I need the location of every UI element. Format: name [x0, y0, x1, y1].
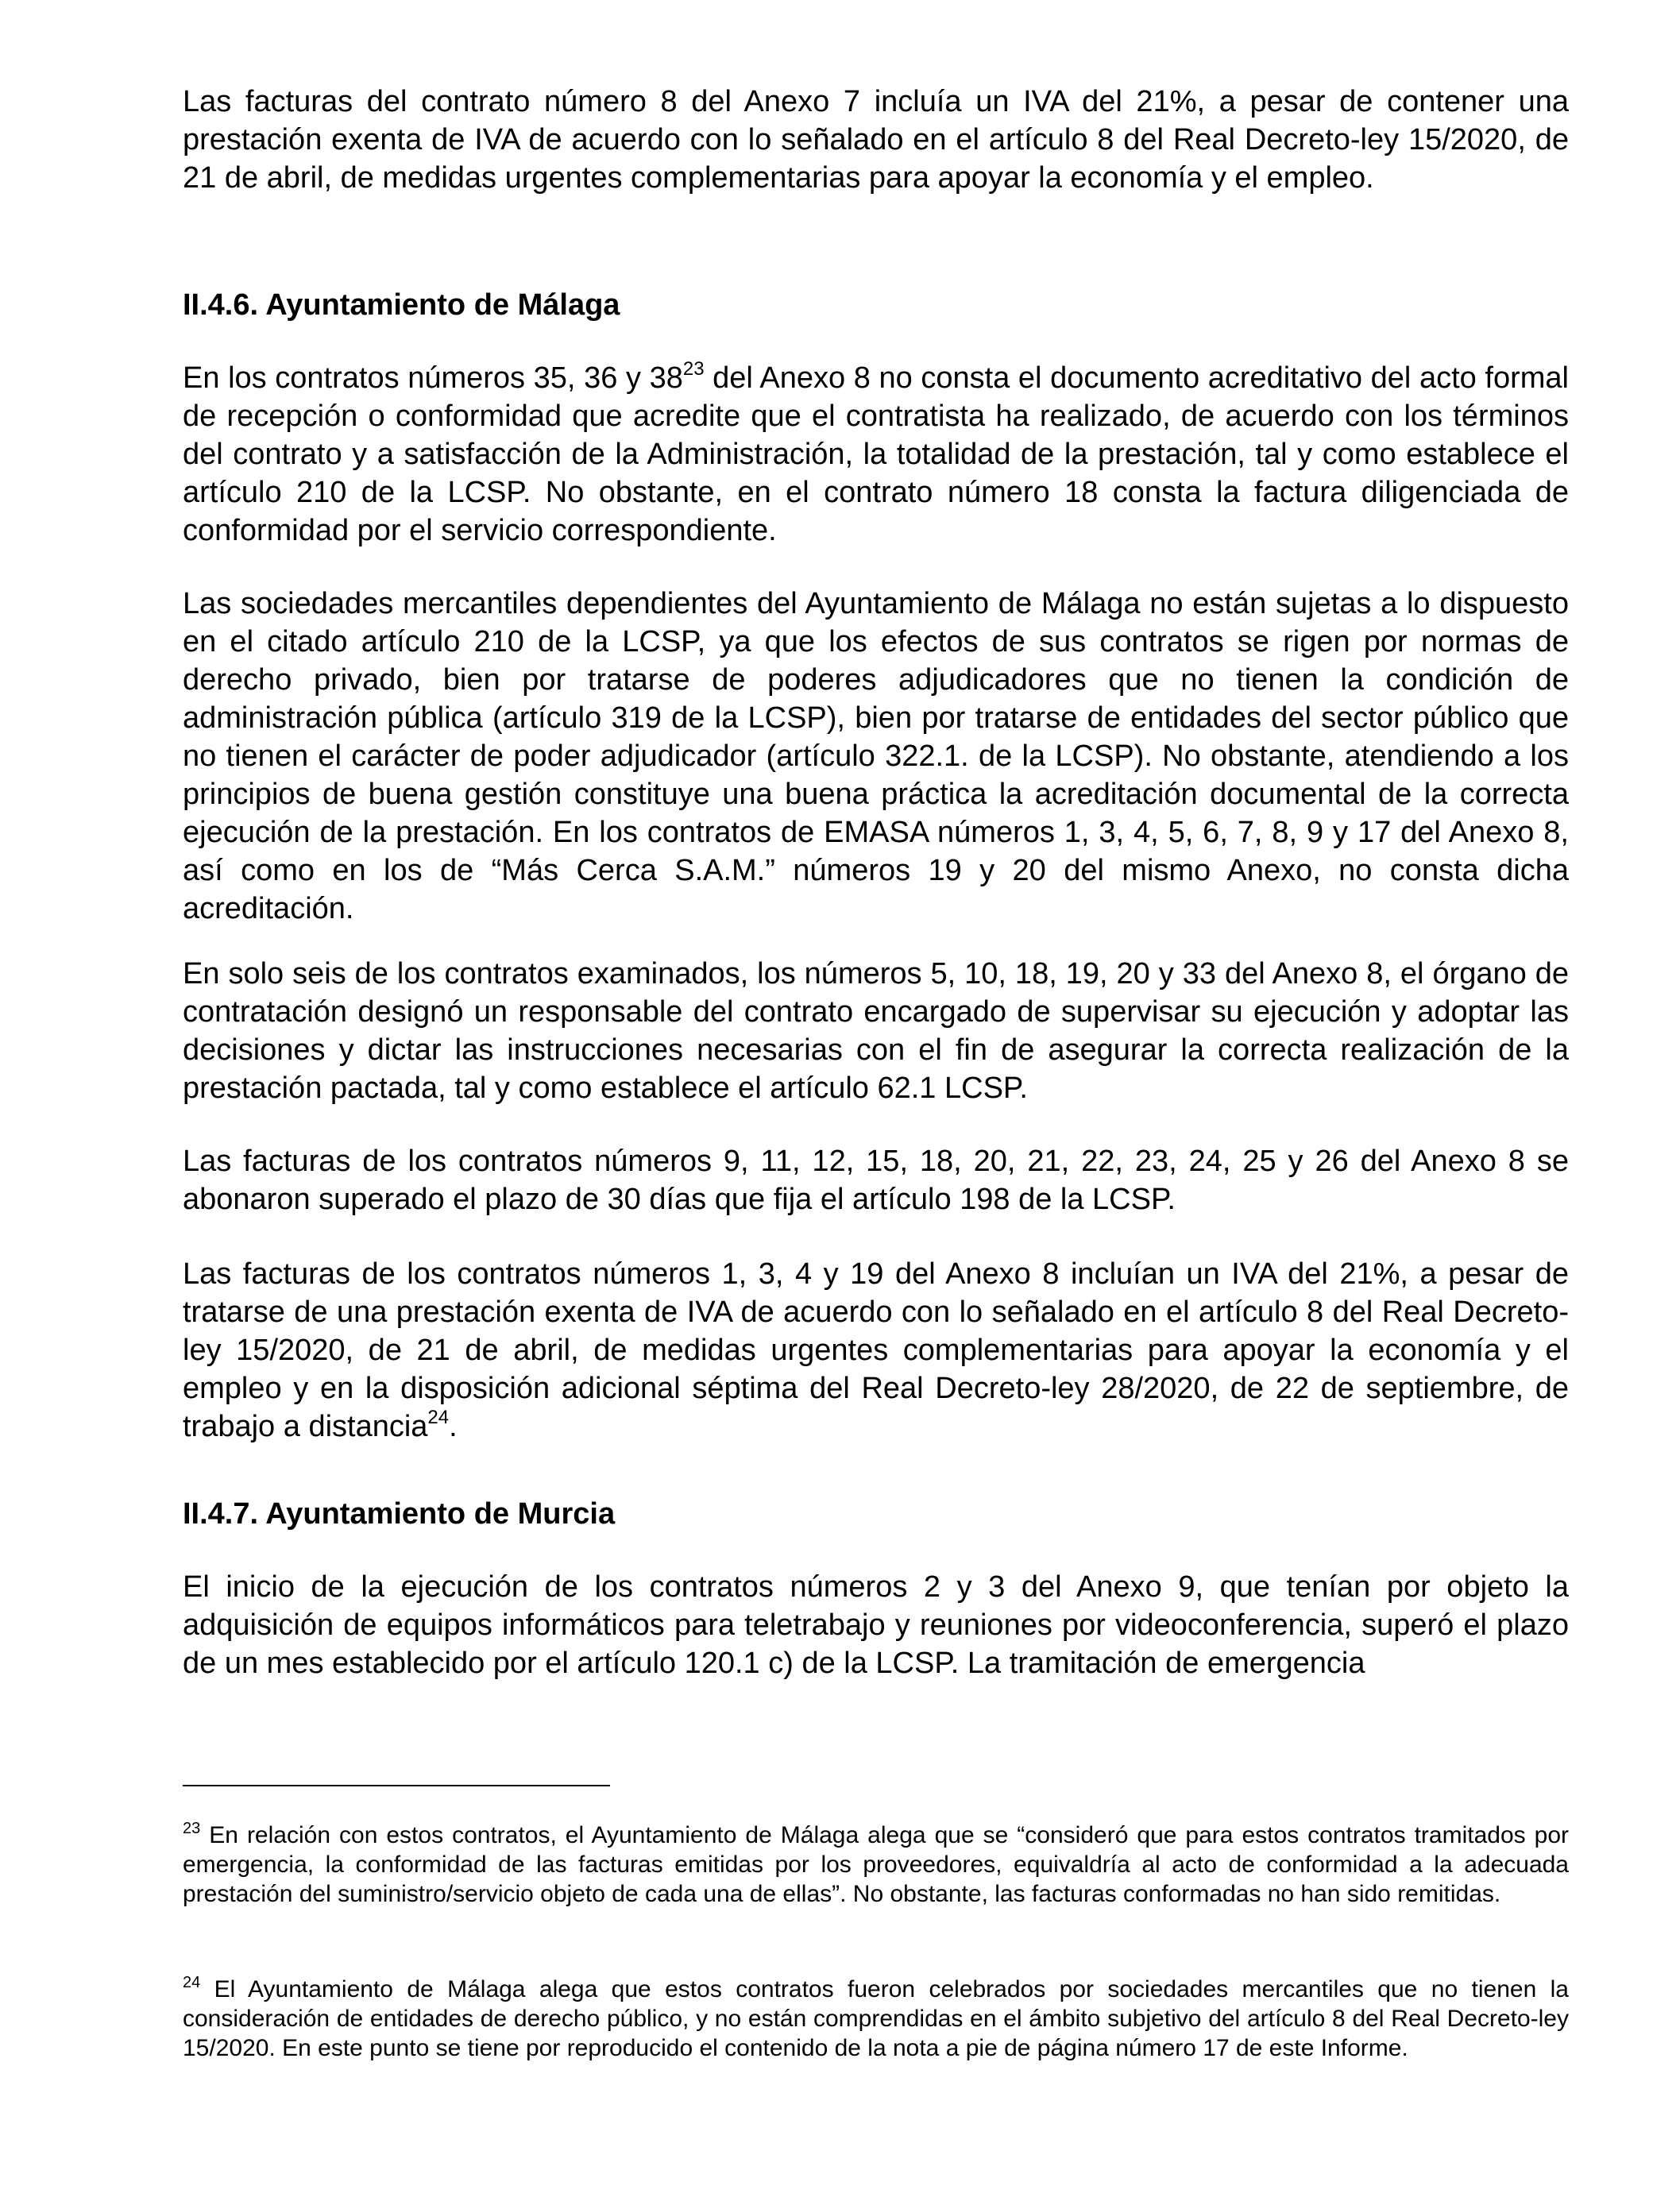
paragraph-responsable-contrato — [183, 955, 1569, 1107]
footnote-body: En relación con estos contratos, el Ayuntamiento de Málaga alega que se “consideró que para estos contratos tramitados por emergencia, la conformidad de las facturas emitidas por los proveedores, equivaldría al acto de conformidad a la adecuada prestación del suministro/servicio objeto de cada una de ellas”. No obstante, las facturas conformadas no han sido remitidas. — [183, 1822, 1569, 1907]
section-title: II.4.7. Ayuntamiento de Murcia — [183, 1497, 616, 1531]
paragraph-sociedades-mercantiles — [183, 585, 1569, 928]
paragraph-recepcion — [183, 359, 1569, 550]
paragraph-inicio-ejecucion — [183, 1568, 1569, 1682]
paragraph-text: El inicio de la ejecución de los contratos números 2 y 3 del Anexo 9, que tenían por objeto la adquisición de equipos informáticos para teletrabajo y reuniones por videoconferencia, superó el plazo de un mes establecido por el artículo 120.1 c) de la LCSP. La tramitación de emergencia — [183, 1570, 1569, 1680]
paragraph-text: Las facturas del contrato número 8 del Anexo 7 incluía un IVA del 21%, a pesar de contener una prestación exenta de IVA de acuerdo con lo señalado en el artículo 8 del Real Decreto-ley 15/2020, de 21 de abril, de medidas urgentes complementarias para apoyar la economía y el empleo. — [183, 85, 1569, 195]
paragraph-text-end: del Anexo 8 no consta el documento acreditativo del acto formal de recepción o conformidad que acredite que el contratista ha realizado, de acuerdo con los términos del contrato y a satisfacción de la Administración, la totalidad de la prestación, tal y como establece el artículo 210 de la LCSP. No obstante, en el contrato número 18 consta la factura diligenciada de conformidad por el servicio correspondiente. — [183, 361, 1569, 547]
footnote-body: El Ayuntamiento de Málaga alega que estos contratos fueron celebrados por sociedades mercantiles que no tienen la consideración de entidades de derecho público, y no están comprendidas en el ámbito subjetivo del artículo 8 del Real Decreto-ley 15/2020. En este punto se tiene por reproducido el contenido de la nota a pie de página número 17 de este Informe. — [183, 1976, 1569, 2061]
paragraph-text: Las facturas de los contratos números 9, 11, 12, 15, 18, 20, 21, 22, 23, 24, 25 y 26 del Anexo 8 se abonaron superado el plazo de 30 días que fija el artículo 198 de la LCSP. — [183, 1145, 1569, 1216]
paragraph-text-start: Las facturas de los contratos números 1, 3, 4 y 19 del Anexo 8 incluían un IVA del 21%, a pesar de tratarse de una prestación exenta de IVA de acuerdo con lo señalado en el artículo 8 del Real Decreto-ley 15/2020, de 21 de abril, de medidas urgentes complementarias para apoyar la economía y el empleo y en la disposición adicional séptima del Real Decreto-ley 28/2020, de 22 de septiembre, de trabajo a distancia — [183, 1257, 1569, 1443]
paragraph-iva-anexo-7 — [183, 83, 1569, 197]
footnote-number: 24 — [183, 1974, 201, 1991]
document-page — [183, 0, 1569, 2205]
paragraph-text: Las sociedades mercantiles dependientes del Ayuntamiento de Málaga no están sujetas a lo dispuesto en el citado artículo 210 de la LCSP, ya que los efectos de sus contratos se rigen por normas de derecho privado, bien por tratarse de poderes adjudicadores que no tienen la condición de administración pública (artículo 319 de la LCSP), bien por tratarse de entidades del sector público que no tienen el carácter de poder adjudicador (artículo 322.1. de la LCSP). No obstante, atendiendo a los principios de buena gestión constituye una buena práctica la acreditación documental de la correcta ejecución de la prestación. En los contratos de EMASA números 1, 3, 4, 5, 6, 7, 8, 9 y 17 del Anexo 8, así como en los de “Más Cerca S.A.M.” números 19 y 20 del mismo Anexo, no consta dicha acreditación. — [183, 587, 1569, 925]
footnote-text — [183, 1821, 1569, 1909]
paragraph-plazo-pago — [183, 1142, 1569, 1218]
section-title: II.4.6. Ayuntamiento de Málaga — [183, 288, 620, 322]
paragraph-iva-anexo-8 — [183, 1255, 1569, 1446]
footnote-number: 23 — [183, 1820, 201, 1837]
footnote-24 — [183, 1975, 1569, 2063]
paragraph-text — [183, 359, 1569, 550]
section-heading-malaga — [183, 286, 1569, 324]
footnote-23 — [183, 1821, 1569, 1909]
paragraph-text — [183, 1255, 1569, 1446]
footnote-ref-24[interactable]: 24 — [427, 1407, 450, 1429]
paragraph-text-start: En los contratos números 35, 36 y 38 — [183, 361, 683, 395]
section-heading-murcia — [183, 1495, 1569, 1533]
footnote-ref-23[interactable]: 23 — [682, 358, 705, 380]
paragraph-text-end: . — [449, 1410, 458, 1443]
paragraph-text: En solo seis de los contratos examinados, los números 5, 10, 18, 19, 20 y 33 del Anexo 8, el órgano de contratación designó un responsable del contrato encargado de supervisar su ejecución y adoptar las decisiones y dictar las instrucciones necesarias con el fin de asegurar la correcta realización de la prestación pactada, tal y como establece el artículo 62.1 LCSP. — [183, 957, 1569, 1105]
footnote-separator — [183, 1785, 610, 1786]
footnote-text — [183, 1975, 1569, 2063]
